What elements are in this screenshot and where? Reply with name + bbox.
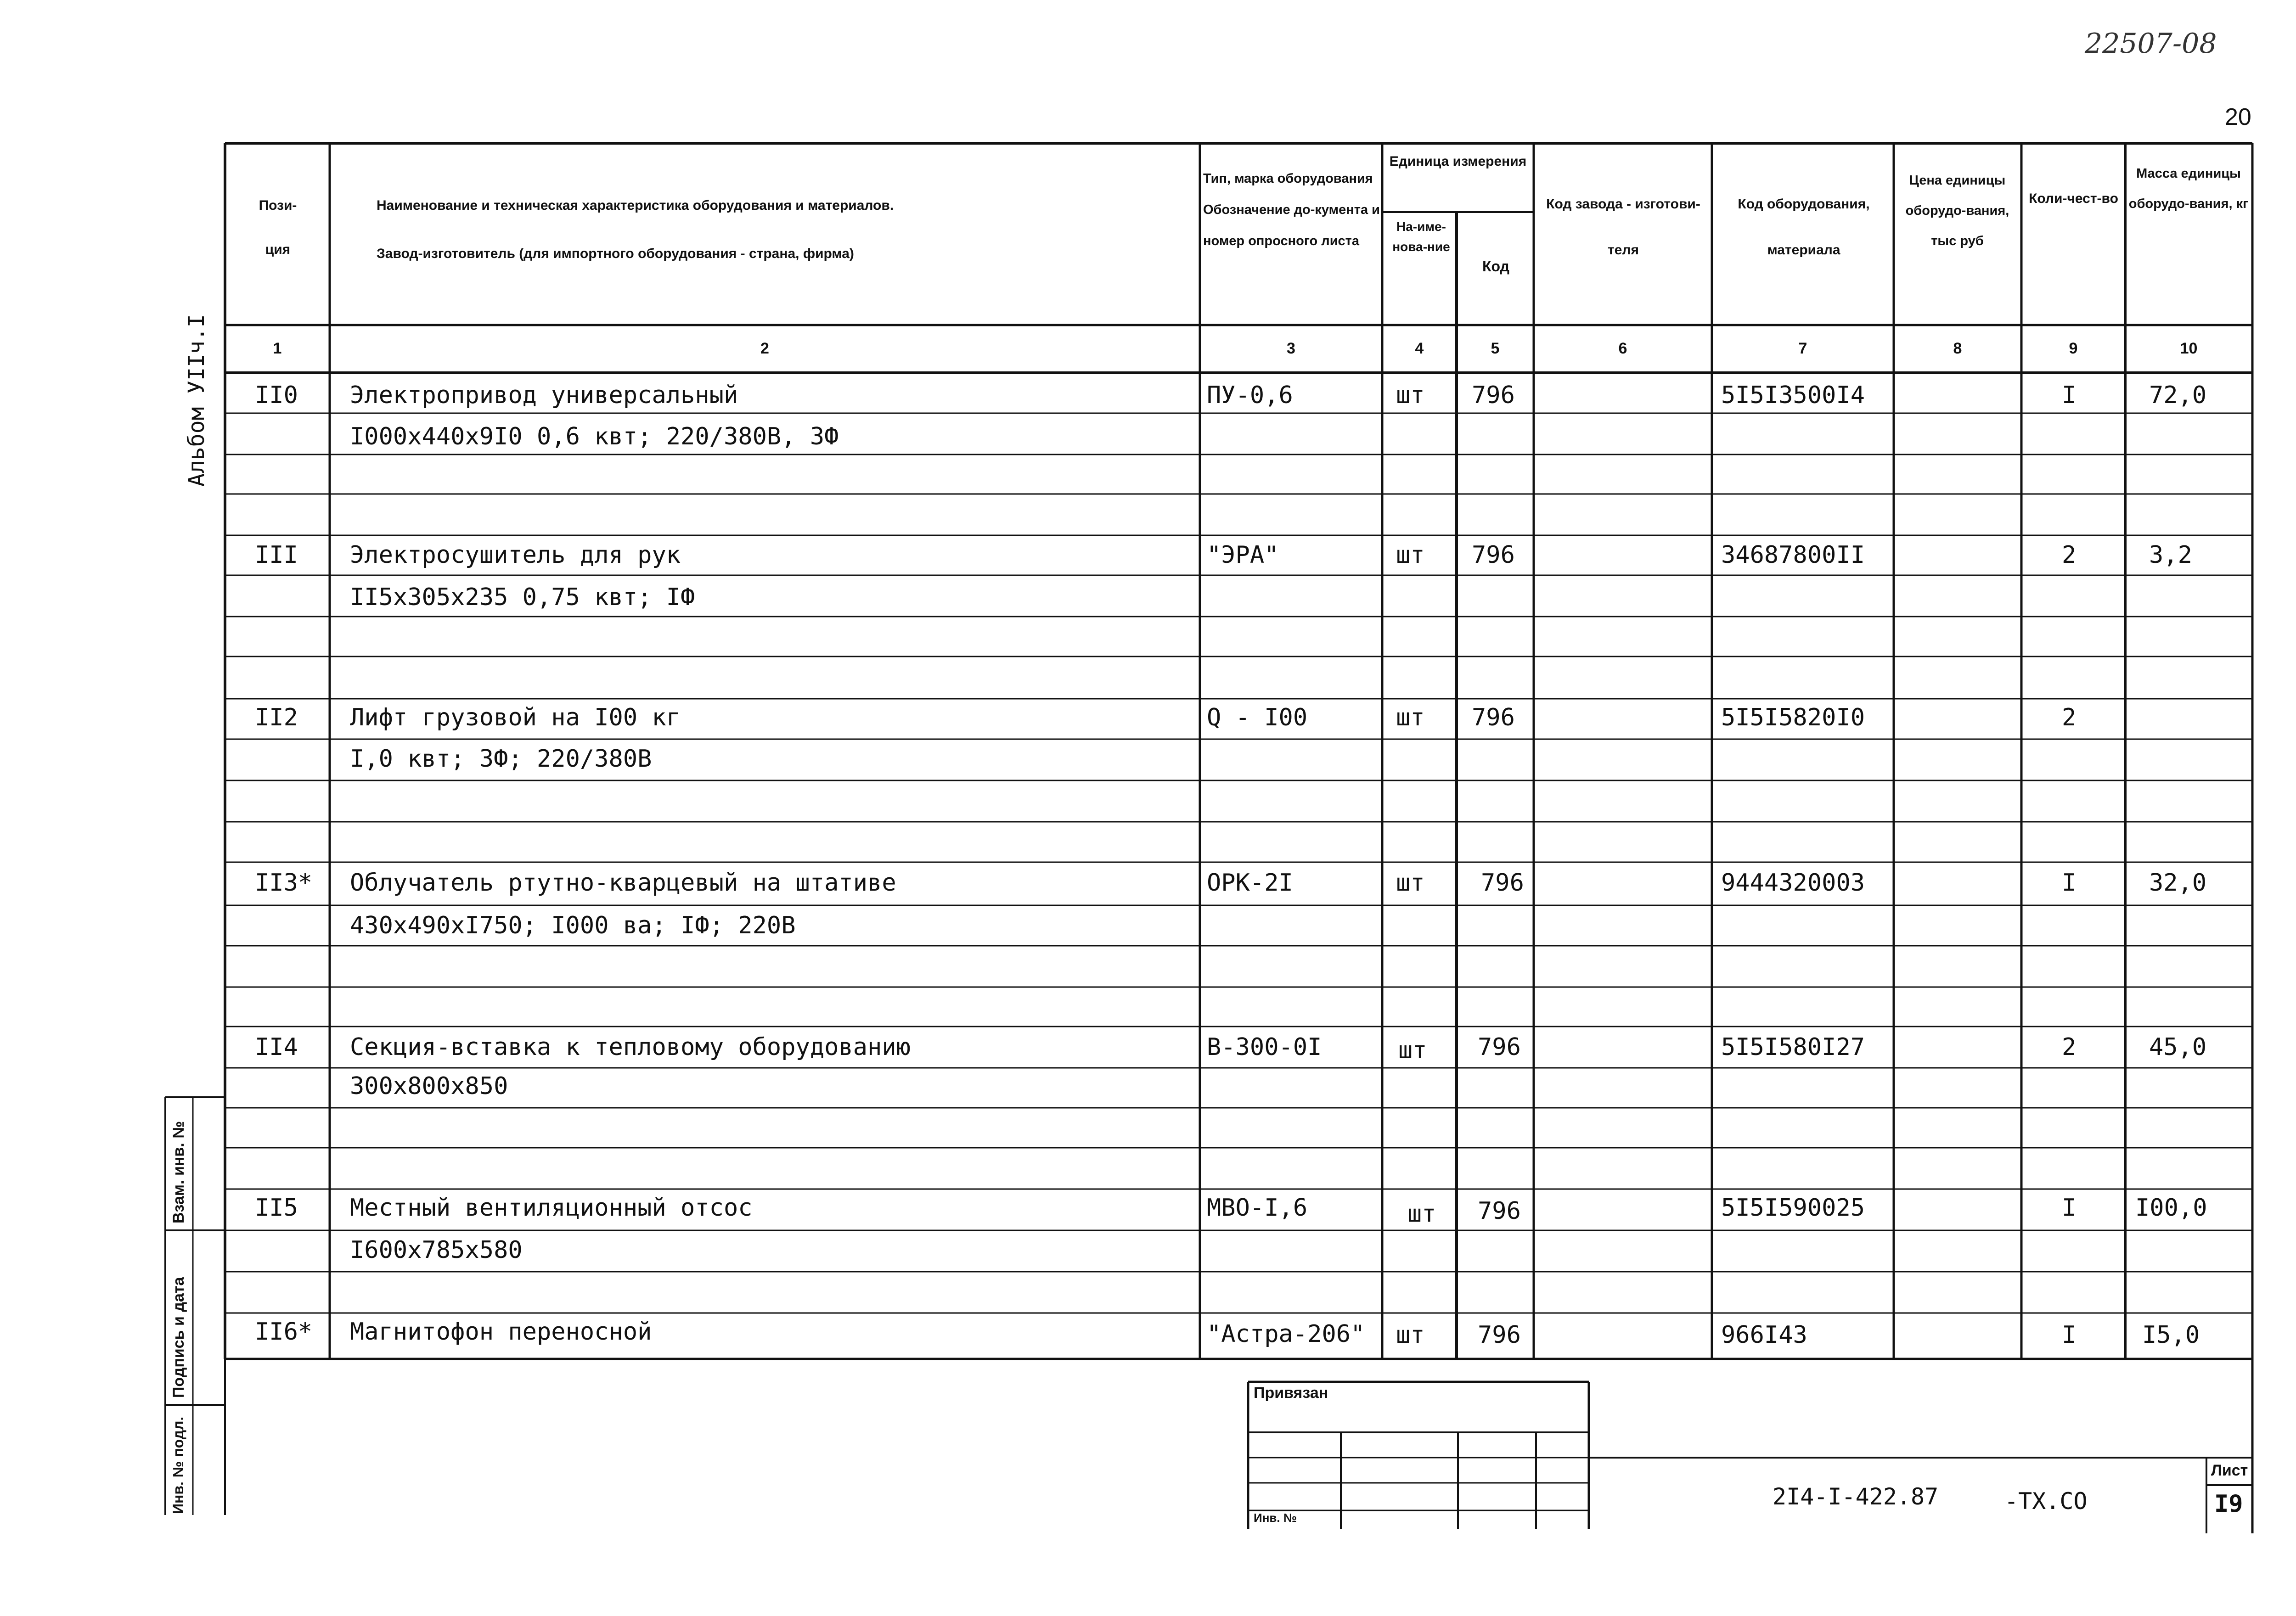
- cell-name: Магнитофон переносной: [350, 1318, 652, 1346]
- side-box-orig-inv: Инв. № подл.: [170, 1416, 186, 1514]
- cell-spec: 430х490хI750; I000 ва; IФ; 220В: [350, 912, 796, 939]
- cell-equipment-code: 5I5I580I27: [1721, 1033, 1865, 1061]
- cell-type: ОРК-2I: [1207, 869, 1293, 897]
- cell-quantity: 2: [2062, 704, 2077, 731]
- stamp-designation: 2I4-I-422.87: [1773, 1483, 1939, 1510]
- cell-mass: 32,0: [2149, 869, 2207, 897]
- cell-unit-code: 796: [1472, 704, 1515, 731]
- stamp-privyazan: Привязан: [1254, 1384, 1328, 1402]
- cell-unit-code: 796: [1481, 869, 1524, 897]
- cell-unit: шт: [1396, 541, 1425, 569]
- cell-name: Облучатель ртутно-кварцевый на штативе: [350, 869, 896, 897]
- cell-name: Секция-вставка к тепловому оборудованию: [350, 1033, 911, 1061]
- cell-spec: I,0 квт; 3Ф; 220/380В: [350, 745, 652, 773]
- cell-quantity: I: [2062, 869, 2077, 897]
- cell-type: "ЭРА": [1207, 541, 1279, 569]
- cell-name: Местный вентиляционный отсос: [350, 1194, 753, 1222]
- cell-unit-code: 796: [1478, 1197, 1521, 1225]
- header-factory-code: Код завода - изготови-теля: [1546, 196, 1700, 258]
- album-label: Альбом УIIч.I: [184, 314, 209, 487]
- cell-mass: 45,0: [2149, 1033, 2207, 1061]
- cell-name: Лифт грузовой на I00 кг: [350, 704, 681, 731]
- header-unit: Единица измерения: [1389, 154, 1527, 169]
- header-position: Пози- ция: [259, 198, 297, 257]
- cell-position: III: [255, 541, 298, 569]
- cell-mass: I00,0: [2135, 1194, 2207, 1222]
- cell-mass: 3,2: [2149, 541, 2192, 569]
- header-quantity: Коли-чест-во: [2029, 191, 2118, 206]
- cell-quantity: 2: [2062, 541, 2077, 569]
- cell-unit: шт: [1396, 1321, 1425, 1349]
- header-unit-code: Код: [1482, 258, 1509, 275]
- cell-equipment-code: 5I5I5820I0: [1721, 704, 1865, 731]
- cell-spec: I600х785х580: [350, 1236, 523, 1264]
- cell-position: II0: [255, 382, 298, 409]
- cell-position: II4: [255, 1033, 298, 1061]
- side-box-signature-date: Подпись и дата: [170, 1277, 187, 1398]
- cell-unit: шт: [1396, 869, 1425, 897]
- cell-mass: I5,0: [2142, 1321, 2200, 1349]
- header-unit-name: На-име-нова-ние: [1392, 219, 1450, 254]
- cell-position: II2: [255, 704, 298, 731]
- col-number: 10: [2180, 340, 2198, 357]
- cell-position: II6*: [255, 1318, 313, 1346]
- stamp-suffix: -ТХ.СО: [2004, 1488, 2088, 1515]
- cell-equipment-code: 9444320003: [1721, 869, 1865, 897]
- cell-equipment-code: 5I5I590025: [1721, 1194, 1865, 1222]
- cell-equipment-code: 34687800II: [1721, 541, 1865, 569]
- cell-unit-code: 796: [1478, 1033, 1521, 1061]
- col-number: 7: [1798, 340, 1807, 357]
- cell-spec: 300х800х850: [350, 1072, 508, 1100]
- cell-spec: I000х440х9I0 0,6 квт; 220/380В, 3Ф: [350, 423, 839, 450]
- cell-name: Электросушитель для рук: [350, 541, 681, 569]
- col-number: 1: [273, 340, 282, 357]
- cell-type: МВО-I,6: [1207, 1194, 1308, 1222]
- header-mass: Масса единицы оборудо-вания, кг: [2128, 166, 2249, 211]
- cell-position: II5: [255, 1194, 298, 1222]
- cell-quantity: I: [2062, 382, 2077, 409]
- cell-type: В-300-0I: [1207, 1033, 1322, 1061]
- cell-equipment-code: 966I43: [1721, 1321, 1807, 1349]
- cell-type: ПУ-0,6: [1207, 382, 1293, 409]
- side-box-replace-inv: Взам. инв. №: [170, 1121, 187, 1223]
- cell-quantity: I: [2062, 1194, 2077, 1222]
- cell-type: Q - I00: [1207, 704, 1308, 731]
- stamp-sheet-number: I9: [2214, 1490, 2243, 1518]
- cell-unit-code: 796: [1472, 382, 1515, 409]
- cell-quantity: I: [2062, 1321, 2077, 1349]
- cell-type: "Астра-206": [1207, 1320, 1365, 1348]
- header-equipment-code: Код оборудования, материала: [1738, 196, 1870, 258]
- cell-equipment-code: 5I5I3500I4: [1721, 382, 1865, 409]
- header-type: Тип, марка оборудования Обозначение до-кумента и номер опросного листа: [1203, 171, 1380, 248]
- cell-position: II3*: [255, 869, 313, 897]
- cell-unit-code: 796: [1478, 1321, 1521, 1349]
- col-number: 4: [1415, 340, 1424, 357]
- cell-unit: шт: [1396, 704, 1425, 731]
- header-name: Наименование и техническая характеристика оборудования и материалов. Завод-изготовитель (для импортного оборудования - страна, фирма): [377, 198, 894, 261]
- col-number: 9: [2069, 340, 2078, 357]
- cell-spec: II5х305х235 0,75 квт; IФ: [350, 584, 695, 611]
- cell-quantity: 2: [2062, 1033, 2077, 1061]
- stamp-inv: Инв. №: [1254, 1511, 1297, 1525]
- cell-unit: шт: [1396, 382, 1425, 409]
- handwritten-doc-number: 22507-08: [2085, 28, 2217, 60]
- cell-unit: шт: [1398, 1037, 1427, 1064]
- col-number: 5: [1491, 340, 1500, 357]
- stamp-sheet-label: Лист: [2211, 1462, 2248, 1479]
- cell-unit: шт: [1407, 1200, 1436, 1228]
- cell-mass: 72,0: [2149, 382, 2207, 409]
- col-number: 3: [1287, 340, 1295, 357]
- col-number: 2: [760, 340, 769, 357]
- cell-name: Электропривод универсальный: [350, 382, 738, 409]
- header-price: Цена единицы оборудо-вания, тыс руб: [1905, 173, 2009, 248]
- col-number: 6: [1618, 340, 1627, 357]
- cell-unit-code: 796: [1472, 541, 1515, 569]
- col-number: 8: [1953, 340, 1962, 357]
- page-number: 20: [2225, 104, 2251, 130]
